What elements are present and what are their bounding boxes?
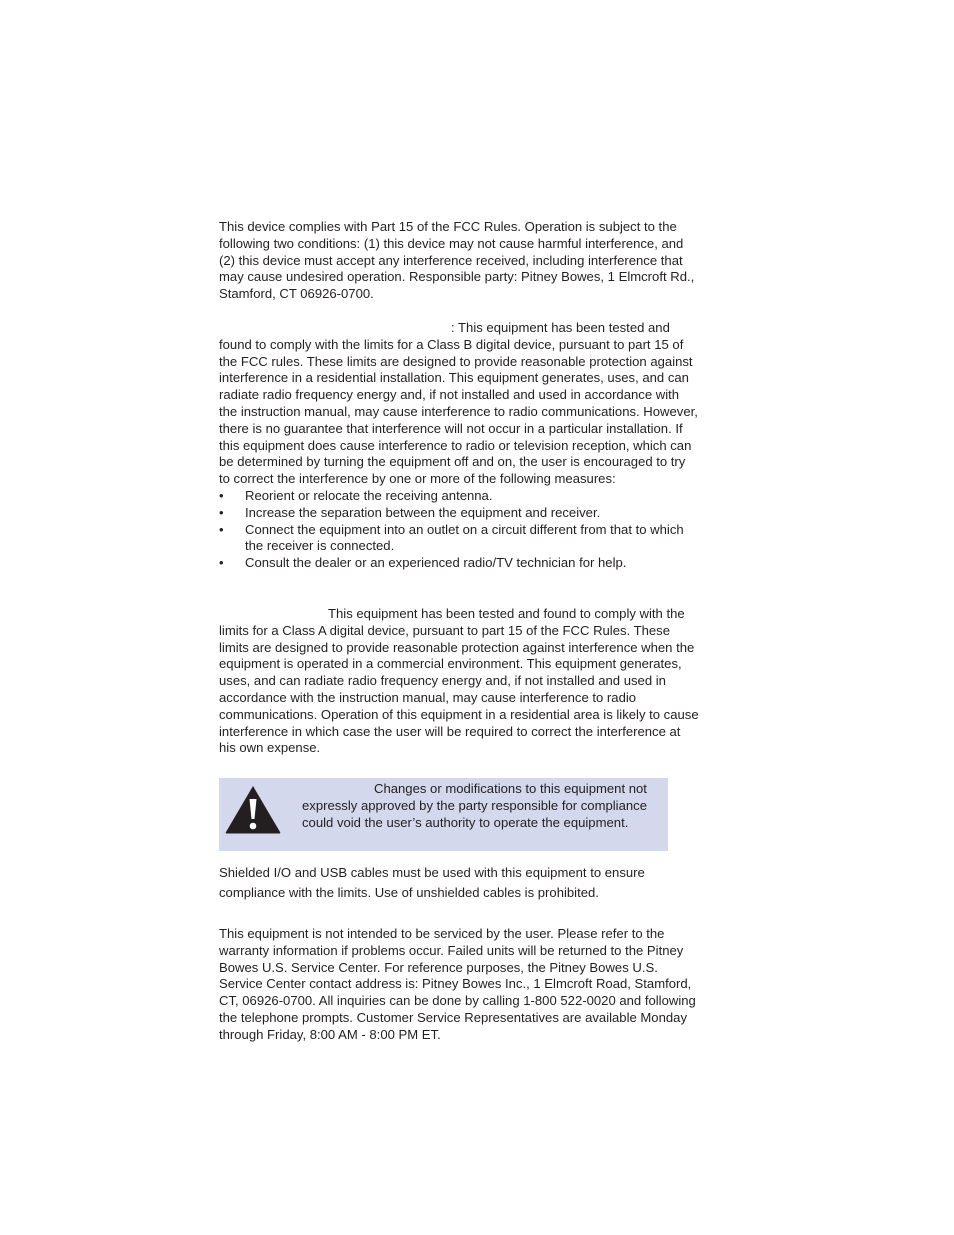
- bullet-icon: •: [219, 521, 224, 537]
- bullet-icon: •: [219, 555, 224, 571]
- cables-text: Shielded I/O and USB cables must be used with this equipment to ensure compliance with the limits. Use of unshielded cables is prohibited.: [219, 865, 645, 900]
- class-b-paragraph: [219, 320, 699, 488]
- fcc-compliance-statement: [219, 219, 699, 303]
- class-a-paragraph: [219, 606, 699, 757]
- caution-notice: [219, 778, 668, 851]
- class-b-text: : This equipment has been tested and found to comply with the limits for a Class B digital device, pursuant to part 15 of the FCC rules. These limits are designed to provide reasonable protection against interference in a residential installation. This equipment generates, uses, and can radiate radio frequency energy and, if not installed and used in accordance with the instruction manual, may cause interference to radio communications. However, there is no guarantee that interference will not occur in a particular installation. If this equipment does cause interference to radio or television reception, which can be determined by turning the equipment off and on, the user is encouraged to try to correct the interference by one or more of the following measures:: [219, 320, 698, 487]
- service-text: This equipment is not intended to be serviced by the user. Please refer to the warranty information if problems occur. Failed units will be returned to the Pitney Bowes U.S. Service Center. For reference purposes, the Pitney Bowes U.S. Service Center contact address is: Pitney Bowes Inc., 1 Elmcroft Road, Stamford, CT, 06926-0700. All inquiries can be done by calling 1-800 522-0020 and following the telephone prompts. Customer Service Representatives are available Monday through Friday, 8:00 AM - 8:00 PM ET.: [219, 926, 696, 1042]
- cables-notice: [219, 863, 699, 902]
- warning-triangle-icon: [224, 784, 282, 834]
- list-item: • Consult the dealer or an experienced radio/TV technician for help.: [219, 555, 627, 571]
- bullet-icon: •: [219, 504, 224, 520]
- interference-measures-list: [219, 488, 699, 572]
- class-a-text: This equipment has been tested and found to comply with the limits for a Class A digital device, pursuant to part 15 of the FCC Rules. These limits are designed to provide reasonable protection against interference when the equipment is operated in a commercial environment. This equipment generates, uses, and can radiate radio frequency energy and, if not installed and used in accordance with the instruction manual, may cause interference to radio communications. Operation of this equipment in a residential area is likely to cause interference in which case the user will be required to correct the interference at his own expense.: [219, 606, 699, 756]
- list-item: • Connect the equipment into an outlet on a circuit different from that to which the receiver is connected.: [219, 521, 684, 554]
- class-a-section: [219, 606, 699, 757]
- fcc-compliance-text: This device complies with Part 15 of the FCC Rules. Operation is subject to the following two conditions: (1) this device may not cause harmful interference, and (2) this device must accept any interference received, including interference that may cause undesired operation. Responsible party: Pitney Bowes, 1 Elmcroft Rd., Stamford, CT 06926-0700.: [219, 219, 695, 302]
- class-b-section: [219, 320, 699, 572]
- caution-text-block: [302, 780, 662, 831]
- list-item: • Increase the separation between the equipment and receiver.: [219, 504, 601, 520]
- bullet-icon: •: [219, 487, 224, 503]
- list-item: • Reorient or relocate the receiving antenna.: [219, 487, 493, 503]
- caution-text: Changes or modifications to this equipment not expressly approved by the party responsible for compliance could void the user’s authority to operate the equipment.: [302, 781, 647, 830]
- service-section: [219, 926, 699, 1044]
